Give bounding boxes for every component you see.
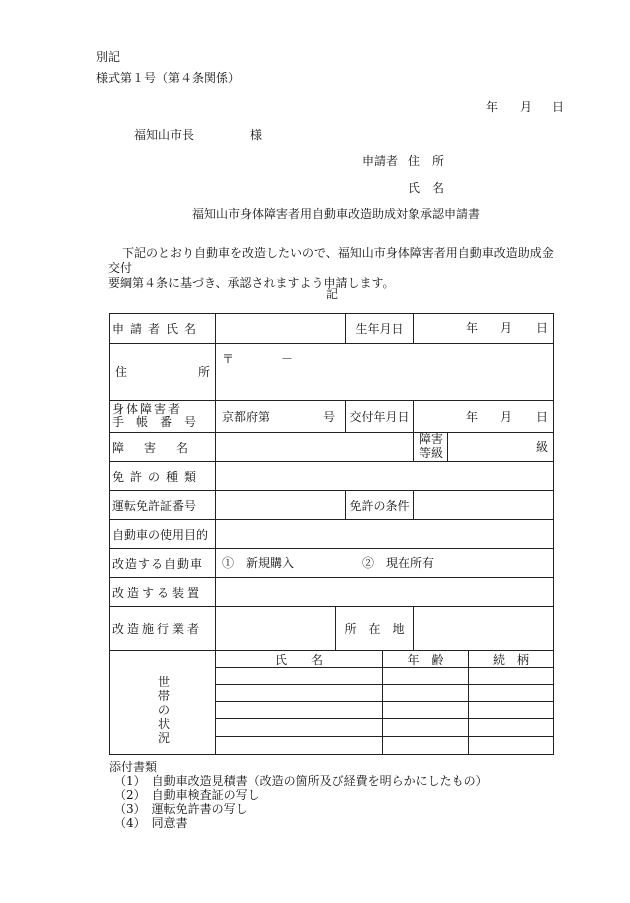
form-number: 様式第１号（第４条関係） [96,71,241,85]
household-header-relation: 続 柄 [492,652,529,667]
household-header-age: 年 齢 [407,652,444,667]
label-handbook-number [112,403,208,429]
date-day: 日 [552,100,565,114]
label-birth-date: 生年月日 [355,322,404,336]
label-license-number: 運転免許証番号 [112,498,197,513]
issue-day-unit: 日 [536,410,549,424]
birth-month-unit: 月 [500,321,513,335]
label-license-conditions: 免許の条件 [349,498,410,513]
label-applicant-name: 申請者氏名 [112,322,203,336]
label-contractor: 改造施行業者 [112,622,203,636]
postal-dash: － [281,352,294,366]
contractor-field[interactable] [216,607,335,650]
grid-line [215,684,554,685]
intro-line-2: 要綱第４条に基づき、承認されますよう申請します。 [108,276,395,290]
applicant-label: 申請者 [362,154,399,168]
grid-line [215,736,554,737]
label-disability-grade-1: 障害 [419,432,444,446]
honorific: 様 [250,128,263,142]
date-year: 年 [486,100,499,114]
number-suffix: 号 [323,410,336,424]
grid-line [215,667,554,668]
license-number-field[interactable] [216,491,345,519]
usage-purpose-field[interactable] [216,520,553,548]
attachment-item-3: （3） 運転免許書の写し [114,802,248,816]
applicant-name-field[interactable] [216,314,345,343]
document-title: 福知山市身体障害者用自動車改造助成対象承認申請書 [192,207,481,221]
postal-mark: 〒 [222,352,235,366]
grid-line [215,718,554,719]
license-type-field[interactable] [216,462,553,490]
intro-text [108,246,558,291]
grid-line [553,313,554,755]
label-handbook-line-1: 身体障害者 [112,402,183,416]
option-currently-owned[interactable]: ② 現在所有 [362,556,435,570]
location-field[interactable] [414,607,553,650]
label-disability-name: 障害名 [112,440,209,455]
label-license-type: 免許の種類 [112,469,203,484]
address-field[interactable] [216,344,553,400]
birth-year-unit: 年 [466,321,479,335]
grid-line [413,432,414,462]
ki-label: 記 [326,287,339,301]
birth-date-field[interactable] [414,314,553,343]
label-household-status [156,675,172,745]
label-disability-grade-2: 等級 [419,446,444,460]
grade-suffix: 級 [536,440,549,454]
label-device-to-modify: 改造する装置 [112,585,203,600]
grid-line [447,432,448,462]
attachment-item-1: （1） 自動車改造見積書（改造の箇所及び経費を明らかにしたもの） [114,774,488,788]
grid-line [109,754,554,755]
birth-day-unit: 日 [536,321,549,335]
attachments-title: 添付書類 [109,760,158,774]
addressee: 福知山市長 [134,128,195,142]
device-to-modify-field[interactable] [216,578,553,606]
grid-line [413,400,414,433]
option-new-purchase[interactable]: ① 新規購入 [222,556,295,570]
intro-line-1: 下記のとおり自動車を改造したいので、福知山市身体障害者用自動車改造助成金交付 [108,246,554,275]
disability-name-field[interactable] [216,433,413,461]
household-header-name: 氏 名 [274,652,323,667]
household-char-5: 況 [157,731,170,745]
label-address-left: 住 [115,365,128,379]
household-char-1: 世 [157,675,170,689]
label-usage-purpose: 自動車の使用目的 [112,527,209,542]
label-address-right: 所 [198,365,211,379]
household-char-4: 状 [157,717,170,731]
grid-line [109,313,110,755]
betsuki-label: 別記 [96,50,121,64]
attachment-item-2: （2） 自動車検査証の写し [114,788,260,802]
applicant-name-label: 氏 名 [408,181,445,195]
date-month: 月 [520,100,533,114]
license-conditions-field[interactable] [414,491,553,519]
label-issue-date: 交付年月日 [349,410,410,424]
applicant-address-label: 住 所 [408,154,445,168]
label-location: 所 在 地 [344,622,405,636]
issue-month-unit: 月 [500,410,513,424]
grid-line [215,701,554,702]
label-handbook-line-2: 手帳番号 [112,415,209,429]
kyoto-prefix: 京都府第 [222,410,271,424]
grid-line [109,400,554,401]
household-char-3: の [157,703,170,717]
attachment-item-4: （4） 同意書 [114,816,188,830]
label-vehicle-to-modify: 改造する自動車 [112,556,204,571]
issue-year-unit: 年 [466,410,479,424]
household-char-2: 帯 [157,689,170,703]
